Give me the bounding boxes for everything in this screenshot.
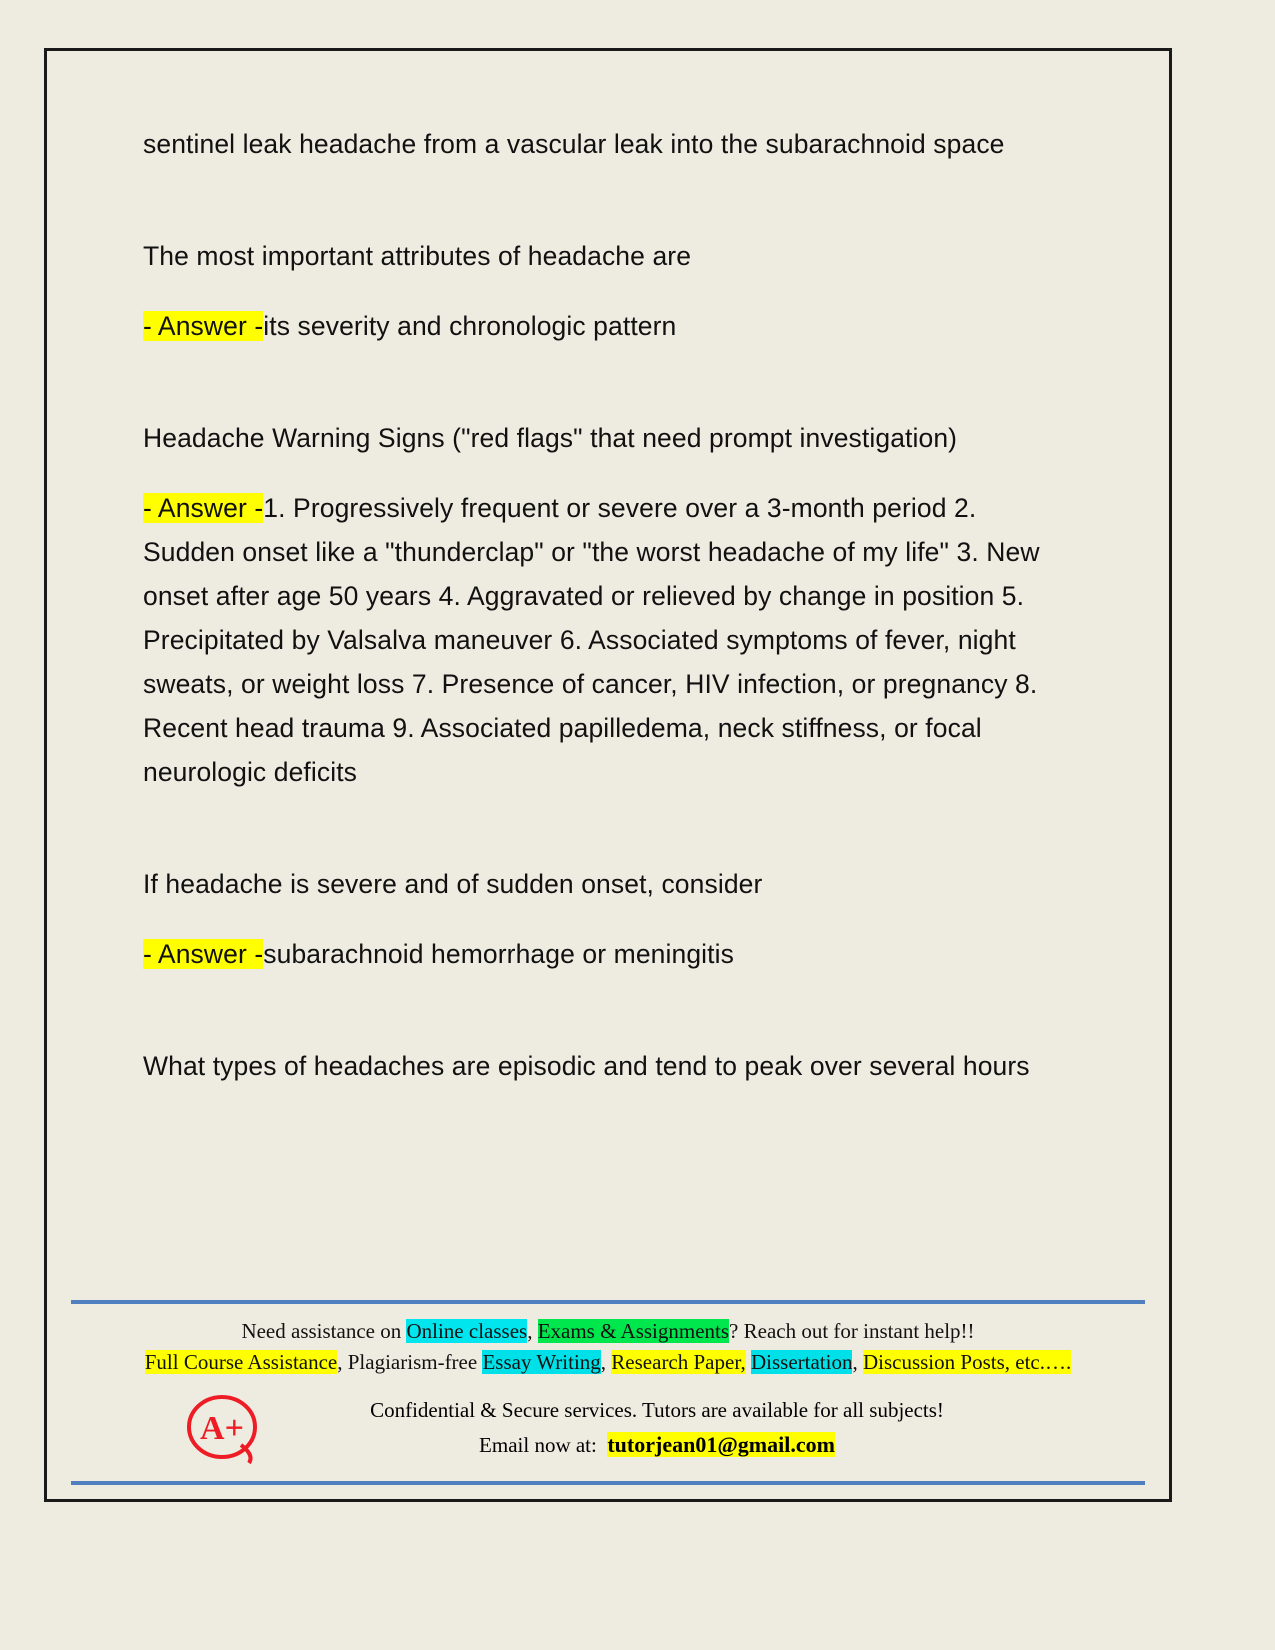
footer-email-label: Email now at: [479,1432,597,1457]
footer-line2-part2: , [600,1349,612,1374]
footer-highlight-dissertation: Dissertation [750,1349,853,1374]
footer-line2-part1: , Plagiarism-free [337,1349,483,1374]
footer-highlight-exams-assignments: Exams & Assignments [537,1319,730,1344]
answer-tag: - Answer - [143,492,264,523]
spacer [143,279,1073,305]
footer-bottom-row [67,1383,1149,1469]
answer-tag: - Answer - [143,310,264,341]
footer-highlight-research-paper: Research Paper, [611,1349,746,1374]
spacer [143,907,1073,933]
footer-highlight-full-course-assistance: Full Course Assistance [144,1349,338,1374]
answer-tag: - Answer - [143,938,264,969]
answer-text: subarachnoid hemorrhage or meningitis [263,938,734,969]
paragraph-sentinel-leak: sentinel leak headache from a vascular leak into the subarachnoid space [143,129,1005,159]
answer-text: its severity and chronologic pattern [263,310,677,341]
footer-line-1 [67,1316,1149,1346]
footer-confidential-note: Confidential & Secure services. Tutors are available for all subjects! [370,1398,944,1423]
question-severe-sudden-onset: If headache is severe and of sudden onset, consider [143,868,763,899]
answer-most-important-attributes [143,305,1073,349]
answer-headache-warning-signs [143,487,1073,795]
document-body [47,51,1169,1089]
footer-line-2 [67,1347,1149,1377]
footer-highlight-online-classes: Online classes [406,1319,528,1344]
question-most-important-attributes: The most important attributes of headache are [143,240,692,271]
answer-text: 1. Progressively frequent or severe over a 3-month period 2. Sudden onset like a "thunderclap" or "the worst headache of my life" 3. New onset after age 50 years 4. Aggravated or relieved by change in position 5. Precipitated by Valsalva maneuver 6. Associated symptoms of fever, night sweats, or weight loss 7. Presence of cancer, HIV infection, or pregnancy 8. Recent head trauma 9. Associated papilledema, neck stiffness, or focal neurologic deficits [143,492,1040,787]
document-page [44,48,1172,1502]
footer-line2-part4: , [852,1349,863,1374]
spacer [143,977,1073,1045]
footer-bottom-rule [71,1481,1145,1485]
svg-text:A+: A+ [200,1410,244,1447]
footer-text-block [67,1304,1149,1383]
question-episodic-headache-types: What types of headaches are episodic and tend to peak over several hours [143,1050,1030,1081]
answer-severe-sudden-onset [143,933,1073,977]
spacer [143,461,1073,487]
spacer [143,795,1073,863]
footer-line1-part2: , [527,1319,538,1344]
footer-line1-part1: Need assistance on [241,1319,407,1344]
spacer [143,167,1073,235]
footer-email-line [261,1427,1053,1463]
footer-contact-block [261,1395,1149,1462]
footer-highlight-discussion-posts: Discussion Posts, etc.…. [862,1349,1072,1374]
question-headache-warning-signs: Headache Warning Signs ("red flags" that need prompt investigation) [143,422,958,453]
a-plus-grade-icon [183,1393,261,1465]
promotional-footer [47,1300,1169,1499]
spacer [143,349,1073,417]
footer-line1-part3: ? Reach out for instant help!! [729,1319,975,1344]
footer-highlight-essay-writing: Essay Writing [482,1349,601,1374]
footer-email-address[interactable]: tutorjean01@gmail.com [607,1431,835,1457]
